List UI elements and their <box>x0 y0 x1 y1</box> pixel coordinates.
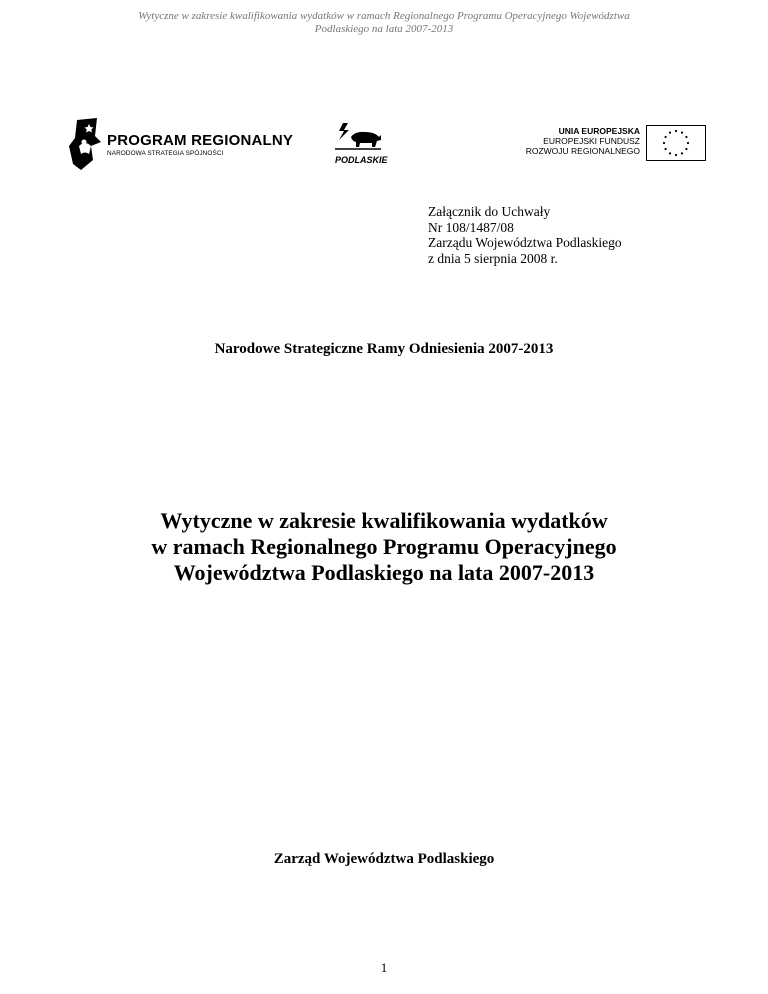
document-title-line2: w ramach Regionalnego Programu Operacyjnego <box>151 534 617 559</box>
bison-icon <box>333 121 383 155</box>
eu-name: UNIA EUROPEJSKA <box>558 126 640 136</box>
podlaskie-logo <box>333 121 388 169</box>
nsrf-title: Narodowe Strategiczne Ramy Odniesienia 2007-2013 <box>214 341 554 357</box>
annex-line1: Załącznik do Uchwały <box>428 204 551 219</box>
podlaskie-name: PODLASKIE <box>335 155 388 165</box>
document-title-line1: Wytyczne w zakresie kwalifikowania wydatków <box>160 508 608 533</box>
annex-line3: Zarządu Województwa Podlaskiego <box>428 235 622 250</box>
eu-logo <box>500 125 706 161</box>
running-header-line1: Wytyczne w zakresie kwalifikowania wydatków w ramach Regionalnego Programu Operacyjnego Województwa <box>138 10 630 22</box>
document-title <box>0 508 768 586</box>
eu-fund: EUROPEJSKI FUNDUSZ <box>543 136 640 146</box>
running-header-line2: Podlaskiego na lata 2007-2013 <box>314 23 454 35</box>
issuing-authority: Zarząd Województwa Podlaskiego <box>273 851 495 867</box>
document-title-line3: Województwa Podlaskiego na lata 2007-2013 <box>173 560 595 585</box>
annex-line2: Nr 108/1487/08 <box>428 219 514 235</box>
annex-block <box>428 204 622 266</box>
annex-line4: z dnia 5 sierpnia 2008 r. <box>428 250 558 266</box>
eu-flag-icon <box>646 125 706 161</box>
eu-text <box>526 126 640 156</box>
running-header <box>40 10 728 36</box>
program-emblem-icon <box>67 116 105 172</box>
program-subtitle: NARODOWA STRATEGIA SPÓJNOŚCI <box>107 150 224 157</box>
page-number: 1 <box>380 960 388 975</box>
eu-fund-purpose: ROZWOJU REGIONALNEGO <box>525 146 640 156</box>
program-title: PROGRAM REGIONALNY <box>107 132 294 149</box>
program-regionalny-logo <box>67 116 294 172</box>
